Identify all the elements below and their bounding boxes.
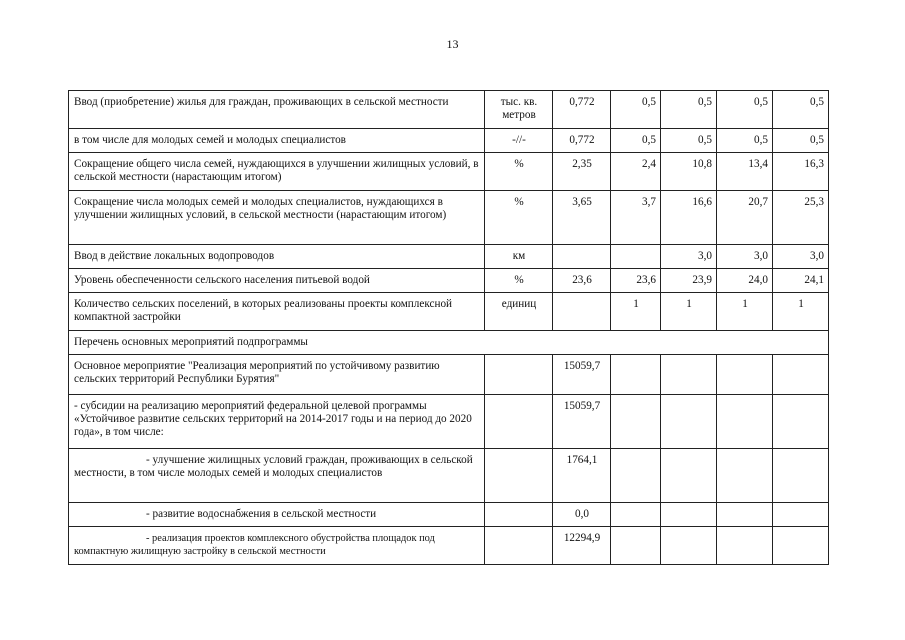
- row-name: Основное мероприятие "Реализация мероприятий по устойчивому развитию сельских территорий Республики Бурятия": [69, 355, 485, 395]
- row-unit: [485, 395, 553, 449]
- row-value: 0,5: [661, 91, 717, 129]
- row-unit: тыс. кв. метров: [485, 91, 553, 129]
- row-name: - развитие водоснабжения в сельской местности: [69, 503, 485, 527]
- table-row: [69, 153, 829, 191]
- row-value: [717, 395, 773, 449]
- row-value: [661, 355, 717, 395]
- row-unit: единиц: [485, 293, 553, 331]
- row-value: 3,0: [717, 245, 773, 269]
- row-name: Ввод (приобретение) жилья для граждан, проживающих в сельской местности: [69, 91, 485, 129]
- table-row: [69, 355, 829, 395]
- row-value: [553, 245, 611, 269]
- row-value: [717, 449, 773, 503]
- row-value: [661, 503, 717, 527]
- table-section-row: [69, 331, 829, 355]
- row-name: - субсидии на реализацию мероприятий федеральной целевой программы «Устойчивое развитие сельских территорий на 2014-2017 годы и на период до 2020 года», в том числе:: [69, 395, 485, 449]
- table-row: [69, 293, 829, 331]
- row-value: [611, 245, 661, 269]
- row-unit: [485, 503, 553, 527]
- row-value: 12294,9: [553, 527, 611, 565]
- table-row: [69, 245, 829, 269]
- row-value: 24,1: [773, 269, 829, 293]
- row-unit: %: [485, 269, 553, 293]
- row-unit: [485, 449, 553, 503]
- row-value: [773, 449, 829, 503]
- row-value: 23,6: [611, 269, 661, 293]
- table-row: [69, 129, 829, 153]
- row-value: 0,5: [717, 129, 773, 153]
- page-number: 13: [446, 37, 459, 51]
- row-value: [611, 355, 661, 395]
- row-value: 16,6: [661, 191, 717, 245]
- table-row: [69, 91, 829, 129]
- section-heading: Перечень основных мероприятий подпрограммы: [69, 331, 829, 355]
- row-unit: %: [485, 153, 553, 191]
- row-value: [611, 449, 661, 503]
- row-value: 2,4: [611, 153, 661, 191]
- row-value: [611, 503, 661, 527]
- row-value: 24,0: [717, 269, 773, 293]
- table-row: [69, 449, 829, 503]
- row-unit: км: [485, 245, 553, 269]
- table-row: [69, 503, 829, 527]
- row-value: 10,8: [661, 153, 717, 191]
- table-row: [69, 191, 829, 245]
- row-value: 16,3: [773, 153, 829, 191]
- row-value: 3,0: [773, 245, 829, 269]
- row-value: [661, 527, 717, 565]
- row-value: 0,5: [773, 129, 829, 153]
- row-name: - реализация проектов комплексного обустройства площадок под компактную жилищную застройку в сельской местности: [69, 527, 485, 565]
- row-value: 0,772: [553, 129, 611, 153]
- table-row: [69, 527, 829, 565]
- row-value: [717, 355, 773, 395]
- row-value: [773, 527, 829, 565]
- row-value: 15059,7: [553, 395, 611, 449]
- row-value: [773, 355, 829, 395]
- row-value: [717, 527, 773, 565]
- row-value: 2,35: [553, 153, 611, 191]
- row-name: Ввод в действие локальных водопроводов: [69, 245, 485, 269]
- row-value: 0,5: [661, 129, 717, 153]
- row-value: 15059,7: [553, 355, 611, 395]
- table-row: [69, 395, 829, 449]
- row-value: 1764,1: [553, 449, 611, 503]
- indicators-table: [68, 90, 829, 565]
- row-value: 3,0: [661, 245, 717, 269]
- row-value: 23,9: [661, 269, 717, 293]
- row-value: 1: [717, 293, 773, 331]
- row-value: 0,5: [773, 91, 829, 129]
- row-value: 1: [773, 293, 829, 331]
- row-value: 0,5: [611, 91, 661, 129]
- row-value: [717, 503, 773, 527]
- row-value: 0,5: [717, 91, 773, 129]
- row-unit: %: [485, 191, 553, 245]
- row-value: 3,7: [611, 191, 661, 245]
- row-name: - улучшение жилищных условий граждан, проживающих в сельской местности, в том числе молодых семей и молодых специалистов: [69, 449, 485, 503]
- row-value: 1: [611, 293, 661, 331]
- row-value: [661, 449, 717, 503]
- row-value: [661, 395, 717, 449]
- row-value: 13,4: [717, 153, 773, 191]
- row-name: Сокращение числа молодых семей и молодых специалистов, нуждающихся в улучшении жилищных условий, в сельской местности (нарастающим итогом): [69, 191, 485, 245]
- row-value: 0,0: [553, 503, 611, 527]
- row-name: Уровень обеспеченности сельского населения питьевой водой: [69, 269, 485, 293]
- row-value: [553, 293, 611, 331]
- row-unit: [485, 527, 553, 565]
- row-value: 23,6: [553, 269, 611, 293]
- table-row: [69, 269, 829, 293]
- row-value: 0,5: [611, 129, 661, 153]
- row-value: 0,772: [553, 91, 611, 129]
- row-value: 25,3: [773, 191, 829, 245]
- row-unit: [485, 355, 553, 395]
- row-value: 20,7: [717, 191, 773, 245]
- row-value: [611, 527, 661, 565]
- row-value: [773, 503, 829, 527]
- row-value: 3,65: [553, 191, 611, 245]
- row-unit: -//-: [485, 129, 553, 153]
- row-name: Сокращение общего числа семей, нуждающихся в улучшении жилищных условий, в сельской местности (нарастающим итогом): [69, 153, 485, 191]
- row-value: [773, 395, 829, 449]
- row-name: Количество сельских поселений, в которых реализованы проекты комплексной компактной застройки: [69, 293, 485, 331]
- row-name: в том числе для молодых семей и молодых специалистов: [69, 129, 485, 153]
- row-value: [611, 395, 661, 449]
- row-value: 1: [661, 293, 717, 331]
